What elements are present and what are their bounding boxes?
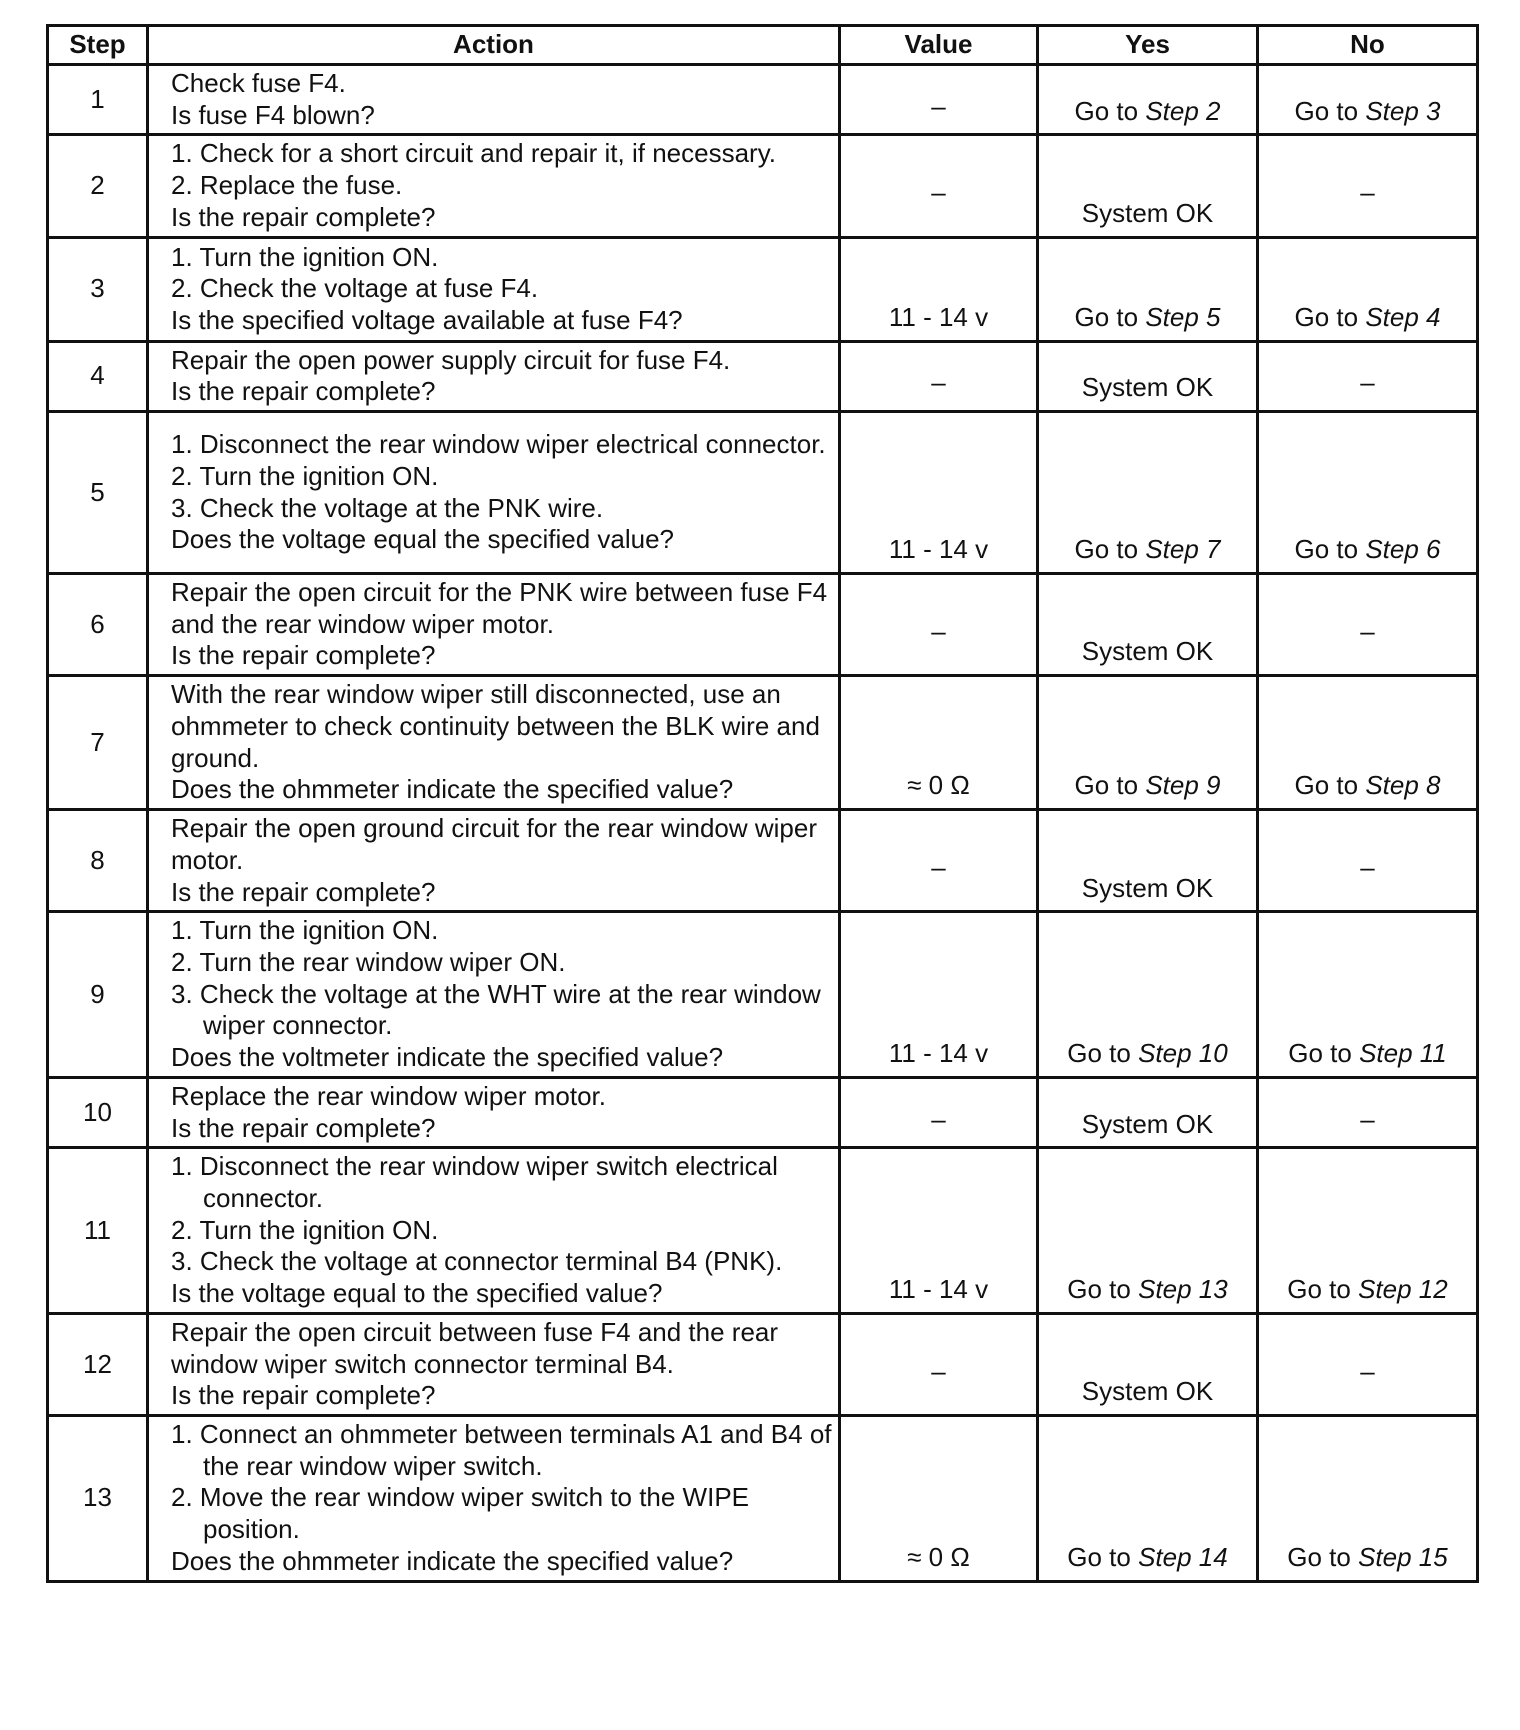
action-line: Replace the rear window wiper motor. [171, 1080, 606, 1111]
no-step-reference: Step 15 [1358, 1541, 1448, 1572]
yes-outcome-cell [1038, 676, 1258, 810]
no-outcome-text: – [1360, 851, 1375, 882]
yes-outcome-text: Go to [1067, 1038, 1139, 1069]
action-numbered-line: 3. Check the voltage at the WHT wire at the rear window wiper connector. [171, 978, 821, 1041]
value-cell: 11 - 14 v [840, 1148, 1038, 1314]
no-step-reference: Step 6 [1365, 534, 1441, 565]
yes-outcome-text: Go to [1074, 770, 1146, 801]
yes-outcome-cell [1038, 341, 1258, 411]
header-row [48, 26, 1478, 65]
action-line: Repair the open circuit between fuse F4 and the rear window wiper switch connector terminal B4. [171, 1316, 779, 1379]
header-yes: Yes [1038, 26, 1258, 65]
no-outcome-cell [1258, 810, 1478, 912]
no-outcome-cell [1258, 1148, 1478, 1314]
no-outcome-text: Go to [1294, 534, 1366, 565]
no-outcome-cell [1258, 574, 1478, 676]
table-row [48, 676, 1478, 810]
action-cell [148, 1148, 840, 1314]
no-step-reference: Step 3 [1365, 95, 1441, 126]
yes-step-reference: Step 9 [1145, 770, 1221, 801]
yes-step-reference: Step 7 [1145, 534, 1221, 565]
no-outcome-cell [1258, 412, 1478, 574]
no-outcome-cell [1258, 237, 1478, 341]
value-cell: ≈ 0 Ω [840, 676, 1038, 810]
step-number: 6 [48, 574, 148, 676]
action-line: Repair the open circuit for the PNK wire between fuse F4 and the rear window wiper motor. [171, 577, 828, 639]
action-line: Does the ohmmeter indicate the specified value? [171, 1545, 734, 1576]
action-numbered-line: 2. Move the rear window wiper switch to the WIPE position. [171, 1482, 750, 1545]
action-cell [148, 912, 840, 1078]
action-cell [148, 412, 840, 574]
yes-outcome-cell [1038, 810, 1258, 912]
action-line: Repair the open power supply circuit for fuse F4. [171, 344, 731, 375]
action-line: With the rear window wiper still disconnected, use an ohmmeter to check continuity between the BLK wire and ground. [171, 679, 820, 773]
action-numbered-line: 1. Check for a short circuit and repair it, if necessary. [171, 138, 776, 169]
yes-outcome-cell [1038, 1148, 1258, 1314]
no-outcome-text: – [1360, 1103, 1375, 1134]
action-line: Is the repair complete? [171, 201, 436, 232]
action-line: Does the voltmeter indicate the specified value? [171, 1042, 724, 1073]
action-numbered-line: 3. Check the voltage at the PNK wire. [171, 492, 604, 523]
action-numbered-line: 1. Connect an ohmmeter between terminals A1 and B4 of the rear window wiper switch. [171, 1419, 832, 1481]
yes-outcome-text: System OK [1081, 372, 1214, 403]
action-cell [148, 810, 840, 912]
action-line: Repair the open ground circuit for the rear window wiper motor. [171, 813, 818, 875]
step-number: 13 [48, 1416, 148, 1582]
step-number: 1 [48, 65, 148, 135]
action-numbered-line: 2. Turn the rear window wiper ON. [171, 946, 566, 977]
yes-outcome-cell [1038, 65, 1258, 135]
action-line: Is the repair complete? [171, 640, 436, 671]
yes-step-reference: Step 2 [1145, 95, 1221, 126]
action-numbered-line: 2. Check the voltage at fuse F4. [171, 273, 539, 304]
yes-outcome-cell [1038, 574, 1258, 676]
no-outcome-text: – [1360, 1355, 1375, 1386]
no-outcome-cell [1258, 65, 1478, 135]
table-row [48, 912, 1478, 1078]
action-numbered-line: 1. Disconnect the rear window wiper switch electrical connector. [171, 1151, 778, 1213]
action-line: Is the repair complete? [171, 876, 436, 907]
diagnostic-table [46, 24, 1479, 1583]
action-line: Is the repair complete? [171, 1112, 436, 1143]
action-numbered-line: 3. Check the voltage at connector terminal B4 (PNK). [171, 1246, 783, 1277]
table-row [48, 65, 1478, 135]
table-row [48, 1416, 1478, 1582]
action-cell [148, 1313, 840, 1415]
diagnostic-table-container [46, 24, 1476, 1583]
no-outcome-cell [1258, 341, 1478, 411]
no-outcome-text: Go to [1294, 301, 1366, 332]
value-cell: – [840, 135, 1038, 237]
action-cell [148, 341, 840, 411]
action-line: Is fuse F4 blown? [171, 99, 375, 130]
yes-outcome-text: Go to [1074, 301, 1146, 332]
table-row [48, 1313, 1478, 1415]
no-outcome-cell [1258, 676, 1478, 810]
table-row [48, 1077, 1478, 1147]
header-action: Action [148, 26, 840, 65]
step-number: 9 [48, 912, 148, 1078]
no-outcome-cell [1258, 1313, 1478, 1415]
header-no: No [1258, 26, 1478, 65]
step-number: 12 [48, 1313, 148, 1415]
yes-outcome-cell [1038, 1077, 1258, 1147]
action-line: Does the ohmmeter indicate the specified value? [171, 774, 734, 805]
table-row [48, 135, 1478, 237]
header-step: Step [48, 26, 148, 65]
yes-outcome-text: System OK [1081, 872, 1214, 903]
yes-step-reference: Step 14 [1138, 1541, 1228, 1572]
step-number: 11 [48, 1148, 148, 1314]
header-value: Value [840, 26, 1038, 65]
action-cell [148, 574, 840, 676]
action-cell [148, 676, 840, 810]
yes-outcome-text: Go to [1067, 1274, 1139, 1305]
yes-outcome-cell [1038, 237, 1258, 341]
yes-step-reference: Step 10 [1138, 1038, 1228, 1069]
action-line: Is the repair complete? [171, 1380, 436, 1411]
step-number: 5 [48, 412, 148, 574]
yes-outcome-text: Go to [1074, 95, 1146, 126]
value-cell: 11 - 14 v [840, 412, 1038, 574]
yes-outcome-text: System OK [1081, 1376, 1214, 1407]
value-cell: – [840, 1313, 1038, 1415]
step-number: 3 [48, 237, 148, 341]
no-outcome-cell [1258, 1416, 1478, 1582]
step-number: 8 [48, 810, 148, 912]
yes-outcome-cell [1038, 135, 1258, 237]
value-cell: 11 - 14 v [840, 912, 1038, 1078]
no-outcome-text: – [1360, 367, 1375, 398]
action-numbered-line: 1. Turn the ignition ON. [171, 241, 439, 272]
action-line: Is the repair complete? [171, 376, 436, 407]
value-cell: 11 - 14 v [840, 237, 1038, 341]
no-outcome-text: Go to [1294, 95, 1366, 126]
no-step-reference: Step 11 [1359, 1038, 1447, 1069]
table-row [48, 412, 1478, 574]
no-outcome-cell [1258, 912, 1478, 1078]
action-cell [148, 237, 840, 341]
yes-outcome-text: System OK [1081, 1108, 1214, 1139]
no-step-reference: Step 8 [1365, 770, 1441, 801]
step-number: 4 [48, 341, 148, 411]
no-outcome-text: Go to [1287, 1274, 1359, 1305]
action-numbered-line: 2. Turn the ignition ON. [171, 460, 439, 491]
yes-outcome-cell [1038, 1416, 1258, 1582]
no-outcome-text: Go to [1288, 1038, 1360, 1069]
yes-outcome-cell [1038, 412, 1258, 574]
table-row [48, 341, 1478, 411]
value-cell: – [840, 65, 1038, 135]
no-outcome-text: – [1360, 177, 1375, 208]
value-cell: – [840, 1077, 1038, 1147]
action-line: Check fuse F4. [171, 68, 346, 98]
yes-outcome-text: System OK [1081, 197, 1214, 228]
yes-outcome-text: System OK [1081, 636, 1214, 667]
step-number: 2 [48, 135, 148, 237]
yes-outcome-text: Go to [1067, 1541, 1139, 1572]
action-line: Does the voltage equal the specified value? [171, 524, 675, 555]
action-cell [148, 1077, 840, 1147]
no-outcome-cell [1258, 1077, 1478, 1147]
no-step-reference: Step 4 [1365, 301, 1441, 332]
value-cell: ≈ 0 Ω [840, 1416, 1038, 1582]
step-number: 10 [48, 1077, 148, 1147]
no-outcome-cell [1258, 135, 1478, 237]
action-cell [148, 65, 840, 135]
table-row [48, 574, 1478, 676]
yes-step-reference: Step 13 [1138, 1274, 1228, 1305]
action-line: Is the specified voltage available at fuse F4? [171, 304, 683, 335]
value-cell: – [840, 810, 1038, 912]
no-outcome-text: Go to [1294, 770, 1366, 801]
yes-step-reference: Step 5 [1145, 301, 1221, 332]
action-numbered-line: 2. Turn the ignition ON. [171, 1214, 439, 1245]
value-cell: – [840, 574, 1038, 676]
table-row [48, 810, 1478, 912]
no-outcome-text: Go to [1287, 1541, 1359, 1572]
value-cell: – [840, 341, 1038, 411]
no-outcome-text: – [1360, 615, 1375, 646]
action-line: Is the voltage equal to the specified value? [171, 1278, 663, 1309]
yes-outcome-cell [1038, 1313, 1258, 1415]
yes-outcome-text: Go to [1074, 534, 1146, 565]
step-number: 7 [48, 676, 148, 810]
table-body [48, 65, 1478, 1582]
no-step-reference: Step 12 [1358, 1274, 1448, 1305]
action-numbered-line: 2. Replace the fuse. [171, 170, 403, 201]
action-cell [148, 135, 840, 237]
action-numbered-line: 1. Turn the ignition ON. [171, 915, 439, 946]
action-numbered-line: 1. Disconnect the rear window wiper electrical connector. [171, 429, 826, 460]
yes-outcome-cell [1038, 912, 1258, 1078]
table-row [48, 1148, 1478, 1314]
action-cell [148, 1416, 840, 1582]
table-row [48, 237, 1478, 341]
